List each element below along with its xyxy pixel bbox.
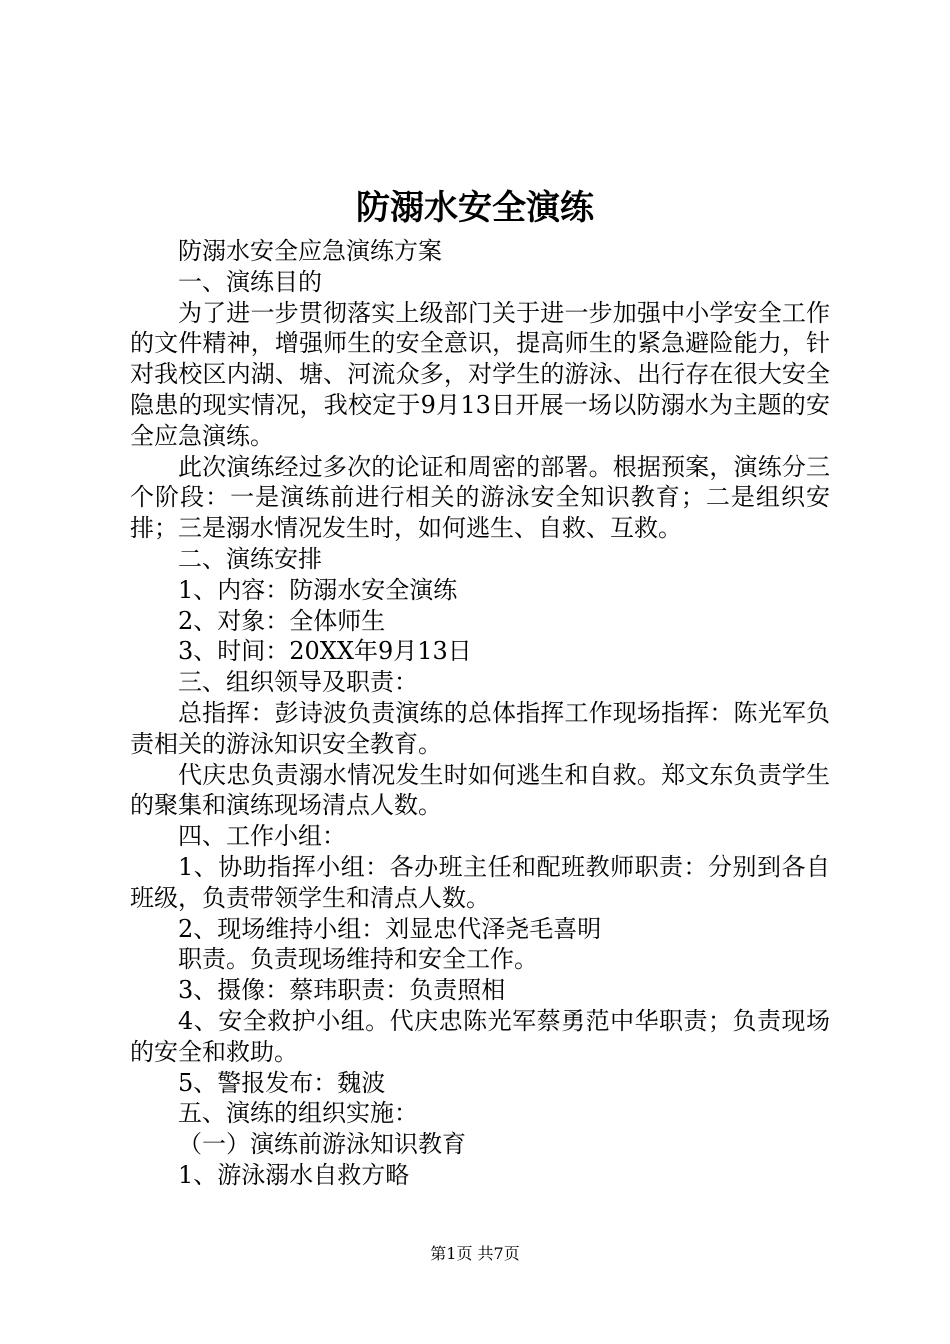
item-assist-group: 1、协助指挥小组：各办班主任和配班教师职责：分别到各自班级，负责带领学生和清点人数。 [130,852,830,912]
item-alarm: 5、警报发布：魏波 [178,1068,386,1097]
item-rescue-group: 4、安全救护小组。代庆忠陈光军蔡勇范中华职责；负责现场的安全和救助。 [130,1006,830,1066]
heading-implementation: 五、演练的组织实施： [178,1099,418,1128]
item-site-group: 2、现场维持小组：刘显忠代泽尧毛喜明 [178,914,602,943]
item-content: 1、内容：防溺水安全演练 [178,575,458,604]
heading-purpose: 一、演练目的 [178,267,322,296]
heading-working-groups: 四、工作小组： [178,822,346,851]
paragraph-stages: 此次演练经过多次的论证和周密的部署。根据预案，演练分三个阶段：一是演练前进行相关的游泳安全知识教育；二是组织安排；三是溺水情况发生时，如何逃生、自救、互救。 [130,452,830,543]
item-site-duty: 职责。负责现场维持和安全工作。 [178,945,538,974]
subheading-education: （一）演练前游泳知识教育 [178,1130,466,1159]
item-time: 3、时间：20XX年9月13日 [178,637,472,666]
paragraph-self-rescue: 代庆忠负责溺水情况发生时如何逃生和自救。郑文东负责学生的聚集和演练现场清点人数。 [130,760,830,820]
page-footer: 第1页 共7页 [430,1244,520,1263]
heading-leadership: 三、组织领导及职责： [178,668,418,697]
paragraph-plan-title: 防溺水安全应急演练方案 [178,237,442,265]
item-self-rescue-strategy: 1、游泳溺水自救方略 [178,1160,410,1189]
item-audience: 2、对象：全体师生 [178,606,386,635]
item-camera: 3、摄像：蔡玮职责：负责照相 [178,976,506,1005]
document-title: 防溺水安全演练 [356,188,594,228]
paragraph-commander: 总指挥：彭诗波负责演练的总体指挥工作现场指挥：陈光军负责相关的游泳知识安全教育。 [130,698,830,758]
heading-arrangement: 二、演练安排 [178,544,322,573]
document-body [130,236,830,1191]
paragraph-purpose: 为了进一步贯彻落实上级部门关于进一步加强中小学安全工作的文件精神，增强师生的安全意识，提高师生的紧急避险能力，针对我校区内湖、塘、河流众多，对学生的游泳、出行存在很大安全隐患的现实情况，我校定于9月13日开展一场以防溺水为主题的安全应急演练。 [130,298,830,450]
